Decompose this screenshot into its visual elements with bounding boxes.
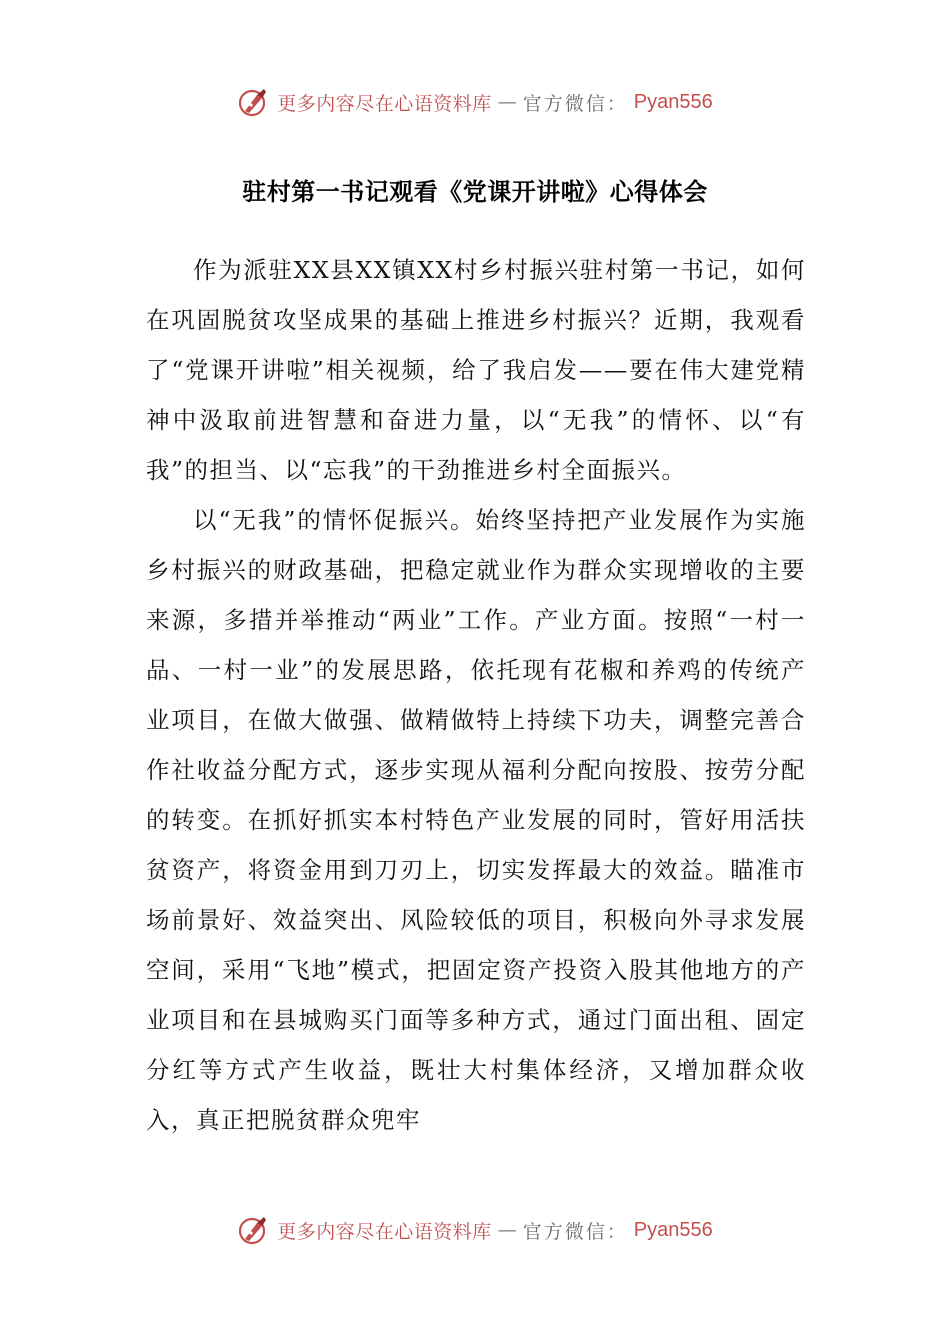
watermark-handle: Pyan556 (633, 90, 713, 113)
watermark-separator: — (497, 1219, 517, 1241)
watermark-label: 官方微信： (522, 92, 628, 115)
watermark-handle: Pyan556 (633, 1218, 713, 1241)
pen-nib-circle-icon (237, 85, 271, 119)
body-paragraph: 以“无我”的情怀促振兴。始终坚持把产业发展作为实施乡村振兴的财政基础，把稳定就业作为群众实现增收的主要来源，多措并举推动“两业”工作。产业方面。按照“一村一品、一村一业”的发展思路，依托现有花椒和养鸡的传统产业项目，在做大做强、做精做特上持续下功夫，调整完善合作社收益分配方式，逐步实现从福利分配向按股、按劳分配的转变。在抓好抓实本村特色产业发展的同时，管好用活扶贫资产，将资金用到刀刃上，切实发挥最大的效益。瞄准市场前景好、效益突出、风险较低的项目，积极向外寻求发展空间，采用“飞地”模式，把固定资产投资入股其他地方的产业项目和在县城购买门面等多种方式，通过门面出租、固定分红等方式产生收益，既壮大村集体经济，又增加群众收入，真正把脱贫群众兜牢 (146, 506, 806, 1134)
watermark-text: 更多内容尽在心语资料库 (277, 1220, 492, 1243)
footer-watermark (0, 1210, 950, 1250)
pen-nib-circle-icon (237, 1213, 271, 1247)
header-watermark (0, 82, 950, 122)
body-paragraph: 作为派驻XX县XX镇XX村乡村振兴驻村第一书记，如何在巩固脱贫攻坚成果的基础上推进乡村振兴？近期，我观看了“党课开讲啦”相关视频，给了我启发——要在伟大建党精神中汲取前进智慧和奋进力量，以“无我”的情怀、以“有我”的担当、以“忘我”的干劲推进乡村全面振兴。 (146, 256, 806, 484)
document-title: 驻村第一书记观看《党课开讲啦》心得体会 (242, 178, 708, 206)
document-body (146, 245, 806, 1145)
watermark-label: 官方微信： (522, 1220, 628, 1243)
watermark-separator: — (497, 91, 517, 113)
watermark-text: 更多内容尽在心语资料库 (277, 92, 492, 115)
